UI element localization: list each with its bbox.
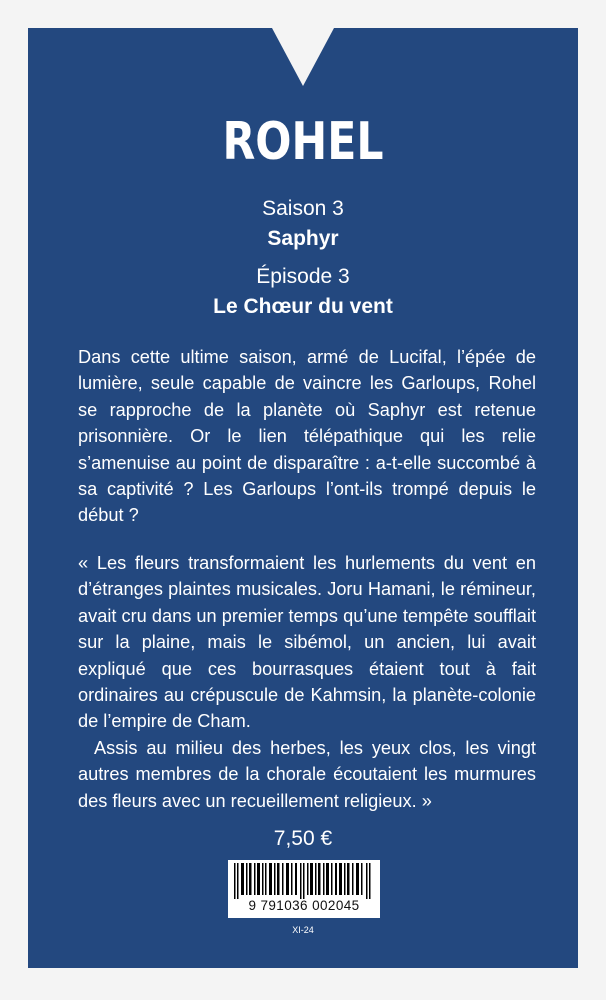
season-name: Saphyr [267,227,339,250]
season-label: Saison 3 [262,197,344,220]
barcode-bars-icon [232,863,376,899]
episode-label: Épisode 3 [256,265,350,288]
isbn-number: 9 791036 002045 [248,898,360,913]
price: 7,50 € [273,827,333,850]
summary-paragraph [78,344,536,529]
excerpt-quote [78,550,536,814]
episode-name: Le Chœur du vent [213,295,393,318]
quote-paragraph-1: « Les fleurs transformaient les hurlements du vent en d’étranges plaintes musicales. Joru Hamani, le rémineur, avait cru dans un premier temps qu’une tempête soufflait sur la plaine, mais le sibémol, un ancien, lui avait expliqué que ces bourrasques étaient tout à fait ordinaires au crépuscule de Kahmsin, la planète-colonie de l’empire de Cham. [78,553,536,732]
barcode [228,860,380,918]
catalog-code: XI-24 [292,925,314,935]
book-title: ROHEL [222,112,384,172]
back-cover [28,28,578,968]
summary-text: Dans cette ultime saison, armé de Lucifal, l’épée de lumière, seule capable de vaincre les Garloups, Rohel se rapproche de la planète où Saphyr est retenue prisonnière. Or le lien télépathique qui les relie s’amenuise au point de disparaître : a-t-elle succombé à sa captivité ? Les Garloups l’ont-ils trompé depuis le début ? [78,347,536,526]
top-notch [272,28,334,86]
quote-paragraph-2: Assis au milieu des herbes, les yeux clos, les vingt autres membres de la chorale écoutaient les murmures des fleurs avec un recueillement religieux. » [78,737,536,811]
